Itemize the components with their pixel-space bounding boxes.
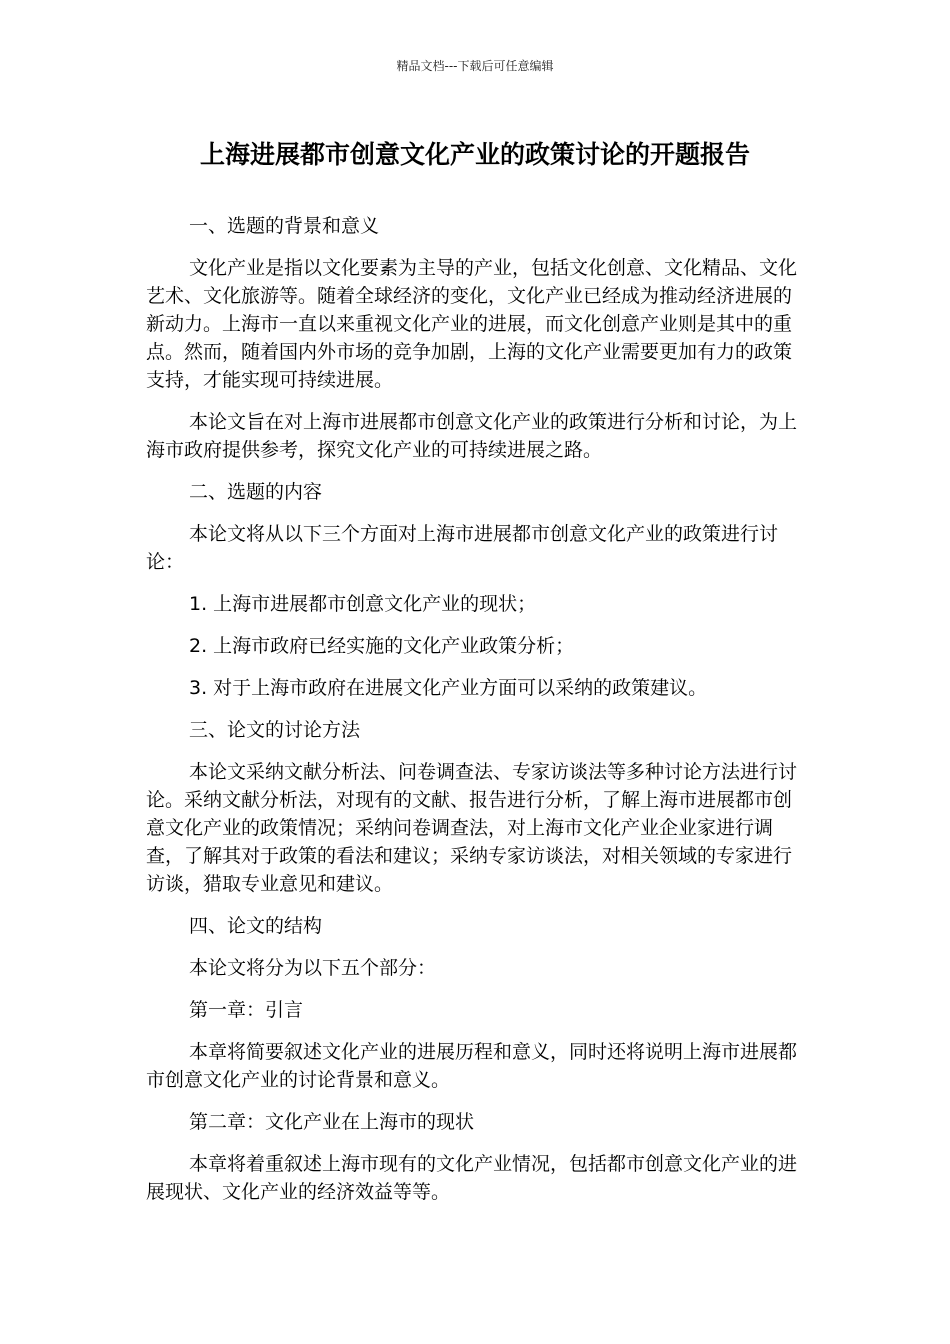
paragraph-methods: 本论文采纳文献分析法、问卷调查法、专家访谈法等多种讨论方法进行讨论。采纳文献分析法，对现有的文献、报告进行分析，了解上海市进展都市创意文化产业的政策情况；采纳问卷调查法，对上海市文化产业企业家进行调查，了解其对于政策的看法和建议；采纳专家访谈法，对相关领域的专家进行访谈，猎取专业意见和建议。 [146, 761, 798, 895]
section-heading-structure: 四、论文的结构 [189, 915, 323, 937]
chapter-heading-2: 第二章：文化产业在上海市的现状 [189, 1111, 475, 1133]
document-body [146, 212, 810, 1220]
chapter-heading-1: 第一章：引言 [189, 999, 304, 1021]
section-heading-background: 一、选题的背景和意义 [189, 215, 380, 237]
paragraph-structure-intro: 本论文将分为以下五个部分： [189, 957, 437, 979]
paragraph-background-2: 本论文旨在对上海市进展都市创意文化产业的政策进行分析和讨论，为上海市政府提供参考，探究文化产业的可持续进展之路。 [146, 411, 798, 461]
header-note: 精品文档---下载后可任意编辑 [396, 59, 554, 73]
list-item-2: 2. 上海市政府已经实施的文化产业政策分析； [189, 635, 575, 657]
list-item-1: 1. 上海市进展都市创意文化产业的现状； [189, 593, 537, 615]
section-heading-methods: 三、论文的讨论方法 [189, 719, 361, 741]
paragraph-background-1: 文化产业是指以文化要素为主导的产业，包括文化创意、文化精品、文化艺术、文化旅游等。随着全球经济的变化，文化产业已经成为推动经济进展的新动力。上海市一直以来重视文化产业的进展，而文化创意产业则是其中的重点。然而，随着国内外市场的竞争加剧，上海的文化产业需要更加有力的政策支持，才能实现可持续进展。 [146, 257, 798, 391]
list-item-3: 3. 对于上海市政府在进展文化产业方面可以采纳的政策建议。 [189, 677, 708, 699]
section-heading-content: 二、选题的内容 [189, 481, 323, 503]
paragraph-chapter-1: 本章将简要叙述文化产业的进展历程和意义，同时还将说明上海市进展都市创意文化产业的讨论背景和意义。 [146, 1041, 798, 1091]
document-title: 上海进展都市创意文化产业的政策讨论的开题报告 [199, 140, 750, 169]
paragraph-content-intro: 本论文将从以下三个方面对上海市进展都市创意文化产业的政策进行讨论： [146, 523, 779, 573]
paragraph-chapter-2: 本章将着重叙述上海市现有的文化产业情况，包括都市创意文化产业的进展现状、文化产业的经济效益等等。 [146, 1153, 798, 1203]
